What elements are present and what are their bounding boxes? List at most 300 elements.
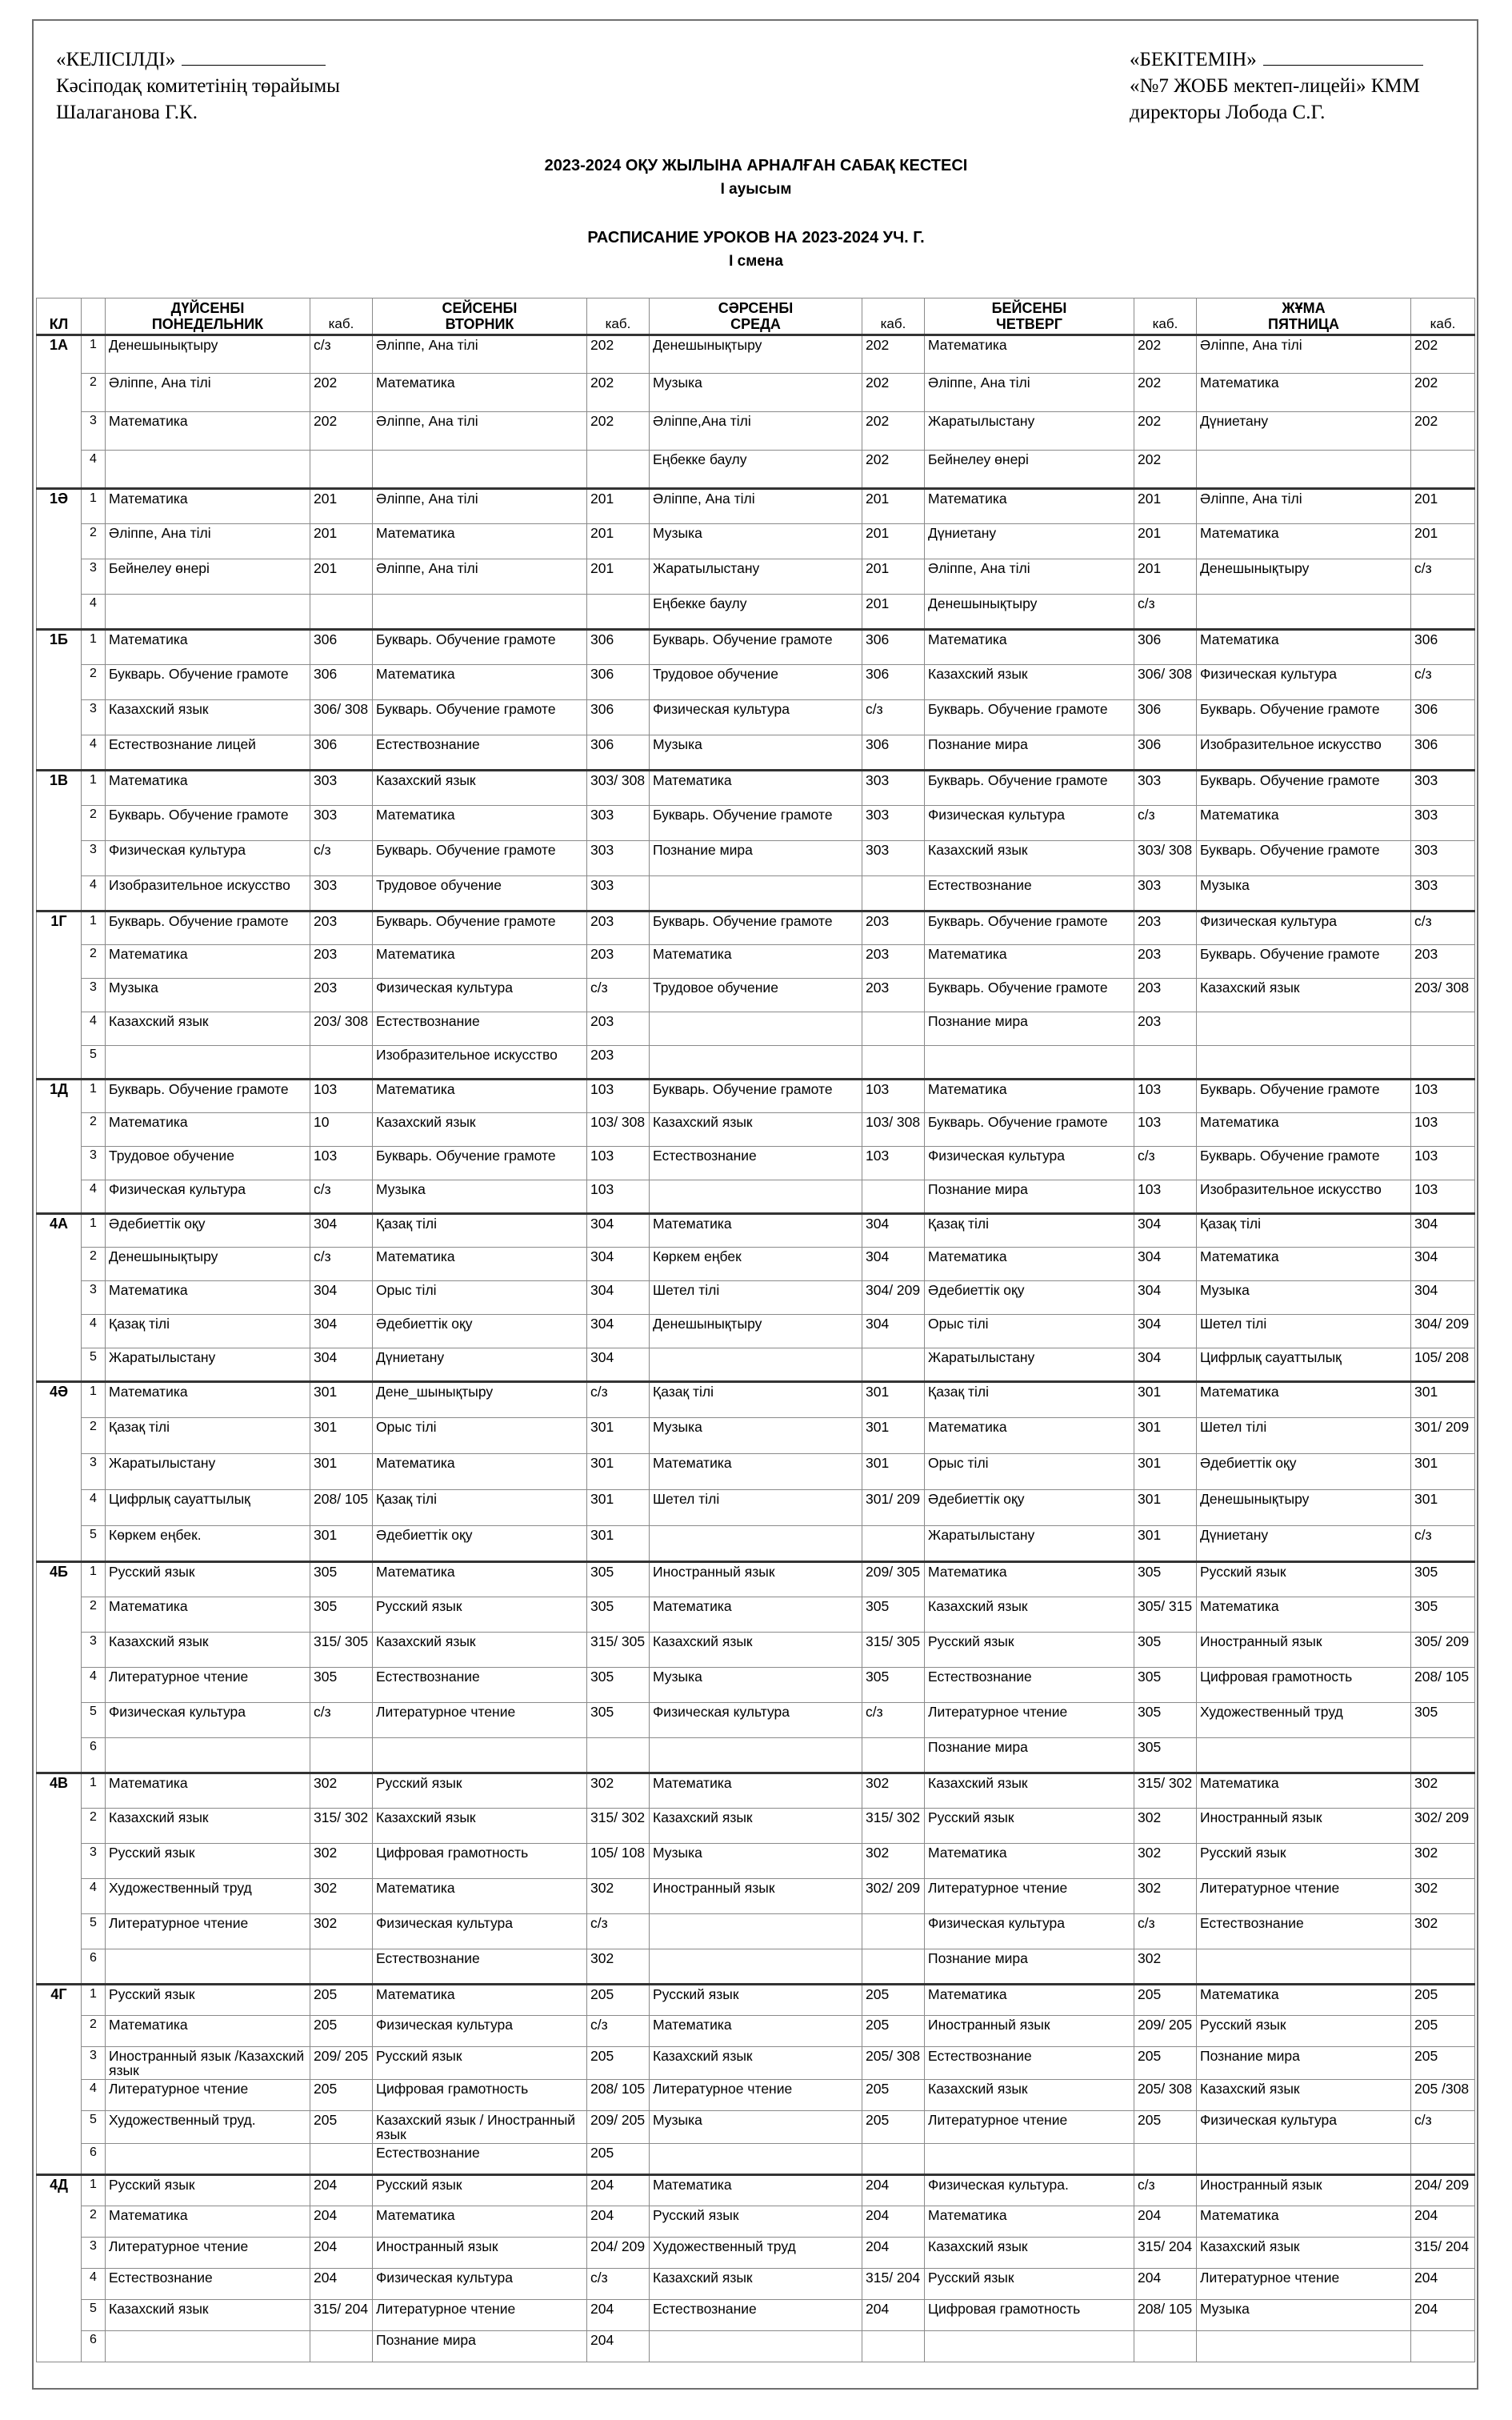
table-row xyxy=(37,1248,1475,1281)
monday-subject-cell: Қазақ тілі xyxy=(106,1418,310,1454)
monday-subject-cell: Литературное чтение xyxy=(106,1668,310,1703)
friday-subject-cell: Физическая культура xyxy=(1197,665,1411,700)
tuesday-subject-cell: Әліппе, Ана тілі xyxy=(373,559,587,595)
tuesday-cabinet-cell: с/з xyxy=(587,1382,650,1418)
thursday-cabinet-cell: 304 xyxy=(1134,1315,1197,1348)
wednesday-subject-cell: Казахский язык xyxy=(650,2047,862,2080)
friday-subject-cell: Русский язык xyxy=(1197,1844,1411,1879)
tuesday-subject-cell: Математика xyxy=(373,1454,587,1490)
lesson-number-cell: 1 xyxy=(82,630,106,665)
monday-cabinet-cell: 201 xyxy=(310,559,373,595)
friday-cabinet-cell: 315/ 204 xyxy=(1411,2238,1475,2269)
monday-subject-cell: Жаратылыстану xyxy=(106,1348,310,1382)
monday-cabinet-cell: 202 xyxy=(310,412,373,451)
thursday-subject-cell: Букварь. Обучение грамоте xyxy=(925,700,1134,735)
tuesday-cabinet-cell: 204 xyxy=(587,2300,650,2331)
friday-cabinet-cell: с/з xyxy=(1411,2111,1475,2144)
monday-cabinet-cell: 301 xyxy=(310,1418,373,1454)
wednesday-subject-cell: Музыка xyxy=(650,524,862,559)
thursday-cabinet-cell: 305 xyxy=(1134,1668,1197,1703)
table-row xyxy=(37,2269,1475,2300)
monday-cabinet-cell: 303 xyxy=(310,876,373,912)
table-row xyxy=(37,559,1475,595)
thursday-subject-cell: Познание мира xyxy=(925,1012,1134,1046)
tuesday-subject-cell: Математика xyxy=(373,2206,587,2238)
friday-cabinet-cell: 304/ 209 xyxy=(1411,1315,1475,1348)
table-row xyxy=(37,841,1475,876)
lesson-number-cell: 6 xyxy=(82,2144,106,2175)
tuesday-subject-cell: Әдебиеттік оқу xyxy=(373,1526,587,1562)
lesson-number-cell: 4 xyxy=(82,595,106,630)
monday-subject-cell: Математика xyxy=(106,945,310,979)
thursday-subject-cell: Математика xyxy=(925,1844,1134,1879)
wednesday-cabinet-cell: 204 xyxy=(862,2175,925,2206)
monday-cabinet-cell: 305 xyxy=(310,1597,373,1633)
thursday-subject-cell: Казахский язык xyxy=(925,1773,1134,1809)
thursday-cabinet-cell: 306 xyxy=(1134,630,1197,665)
table-row xyxy=(37,524,1475,559)
thursday-cabinet-cell: 203 xyxy=(1134,945,1197,979)
lesson-number-cell: 2 xyxy=(82,945,106,979)
tuesday-subject-cell: Казахский язык / Иностранный язык xyxy=(373,2111,587,2144)
lesson-number-cell: 3 xyxy=(82,2238,106,2269)
wednesday-subject-cell: Русский язык xyxy=(650,1985,862,2016)
monday-cabinet-cell: с/з xyxy=(310,335,373,374)
friday-cabinet-cell: 202 xyxy=(1411,412,1475,451)
monday-subject-cell xyxy=(106,451,310,489)
tuesday-cabinet-cell: 204 xyxy=(587,2331,650,2362)
tuesday-subject-cell: Математика xyxy=(373,945,587,979)
tuesday-subject-cell: Музыка xyxy=(373,1180,587,1214)
table-row xyxy=(37,1562,1475,1597)
thursday-subject-cell: Математика xyxy=(925,1418,1134,1454)
monday-cabinet-cell: 203 xyxy=(310,945,373,979)
monday-cabinet-cell: 302 xyxy=(310,1879,373,1914)
monday-cabinet-cell: 203 xyxy=(310,912,373,945)
tuesday-subject-cell: Математика xyxy=(373,1562,587,1597)
friday-subject-cell: Казахский язык xyxy=(1197,979,1411,1012)
lesson-number-cell: 2 xyxy=(82,1113,106,1147)
table-row xyxy=(37,1738,1475,1773)
monday-subject-cell: Литературное чтение xyxy=(106,2238,310,2269)
thursday-subject-cell: Математика xyxy=(925,1985,1134,2016)
lesson-number-cell: 4 xyxy=(82,1490,106,1526)
tuesday-cabinet-cell: с/з xyxy=(587,2016,650,2047)
wednesday-subject-cell: Казахский язык xyxy=(650,2269,862,2300)
friday-cabinet-cell: 301 xyxy=(1411,1454,1475,1490)
tuesday-subject-cell: Литературное чтение xyxy=(373,2300,587,2331)
tuesday-cabinet-cell: 305 xyxy=(587,1597,650,1633)
monday-subject-cell: Цифрлық сауаттылық xyxy=(106,1490,310,1526)
thursday-cabinet-cell: 303 xyxy=(1134,771,1197,806)
friday-cabinet-cell: 306 xyxy=(1411,700,1475,735)
thursday-subject-cell: Букварь. Обучение грамоте xyxy=(925,979,1134,1012)
wednesday-cabinet-cell xyxy=(862,876,925,912)
tuesday-subject-cell: Физическая культура xyxy=(373,2269,587,2300)
lesson-number-cell: 3 xyxy=(82,979,106,1012)
thursday-subject-cell: Казахский язык xyxy=(925,1597,1134,1633)
thursday-cabinet-cell: 305/ 315 xyxy=(1134,1597,1197,1633)
monday-cabinet-cell: 301 xyxy=(310,1382,373,1418)
friday-subject-cell xyxy=(1197,1046,1411,1080)
monday-cabinet-cell xyxy=(310,1046,373,1080)
lesson-number-cell: 5 xyxy=(82,1526,106,1562)
friday-subject-cell xyxy=(1197,451,1411,489)
friday-subject-cell: Математика xyxy=(1197,1773,1411,1809)
monday-cabinet-cell: 201 xyxy=(310,524,373,559)
monday-subject-cell: Математика xyxy=(106,1113,310,1147)
friday-cabinet-cell: с/з xyxy=(1411,1526,1475,1562)
wednesday-cabinet-cell: 204 xyxy=(862,2206,925,2238)
wednesday-cabinet-cell xyxy=(862,1914,925,1949)
wednesday-subject-cell: Музыка xyxy=(650,374,862,412)
monday-subject-cell: Математика xyxy=(106,1281,310,1315)
friday-cabinet-cell: 301 xyxy=(1411,1382,1475,1418)
monday-cabinet-cell: 103 xyxy=(310,1080,373,1113)
monday-subject-cell xyxy=(106,595,310,630)
wednesday-subject-cell: Музыка xyxy=(650,1418,862,1454)
thursday-cabinet-cell: 305 xyxy=(1134,1633,1197,1668)
lesson-number-cell: 6 xyxy=(82,1738,106,1773)
tuesday-cabinet-cell: 103 xyxy=(587,1080,650,1113)
friday-cabinet-cell xyxy=(1411,1012,1475,1046)
class-name-cell: 4Д xyxy=(37,2175,82,2362)
lesson-number-cell: 4 xyxy=(82,1180,106,1214)
wednesday-subject-cell xyxy=(650,1012,862,1046)
thursday-cabinet-cell: 103 xyxy=(1134,1180,1197,1214)
thursday-subject-cell: Бейнелеу өнері xyxy=(925,451,1134,489)
friday-cabinet-cell: 302 xyxy=(1411,1773,1475,1809)
friday-cabinet-cell: 302/ 209 xyxy=(1411,1809,1475,1844)
class-group xyxy=(37,1080,1475,1214)
friday-subject-cell: Математика xyxy=(1197,1382,1411,1418)
wednesday-cabinet-cell: 103/ 308 xyxy=(862,1113,925,1147)
cabinet-header: каб. xyxy=(310,298,373,335)
class-name-cell: 1А xyxy=(37,335,82,489)
agreement-position: Кәсіподақ комитетінің төрайымы xyxy=(56,75,340,97)
monday-cabinet-cell: 306 xyxy=(310,665,373,700)
tuesday-subject-cell: Букварь. Обучение грамоте xyxy=(373,841,587,876)
friday-subject-cell: Русский язык xyxy=(1197,2016,1411,2047)
monday-subject-cell: Бейнелеу өнері xyxy=(106,559,310,595)
table-row xyxy=(37,1844,1475,1879)
tuesday-cabinet-cell: 306 xyxy=(587,665,650,700)
lesson-number-cell: 3 xyxy=(82,1454,106,1490)
friday-subject-cell xyxy=(1197,2331,1411,2362)
wednesday-cabinet-cell: 302 xyxy=(862,1773,925,1809)
signature-line xyxy=(182,49,326,66)
lesson-number-cell: 1 xyxy=(82,1985,106,2016)
friday-cabinet-cell: 301 xyxy=(1411,1490,1475,1526)
friday-cabinet-cell: 201 xyxy=(1411,524,1475,559)
table-row xyxy=(37,2080,1475,2111)
lesson-number-cell: 1 xyxy=(82,912,106,945)
wednesday-subject-cell: Художественный труд xyxy=(650,2238,862,2269)
friday-cabinet-cell: 306 xyxy=(1411,735,1475,771)
friday-cabinet-cell: 201 xyxy=(1411,489,1475,524)
friday-cabinet-cell: 301/ 209 xyxy=(1411,1418,1475,1454)
wednesday-cabinet-cell: 202 xyxy=(862,374,925,412)
tuesday-cabinet-cell: 208/ 105 xyxy=(587,2080,650,2111)
class-group xyxy=(37,1214,1475,1382)
friday-subject-cell: Математика xyxy=(1197,1985,1411,2016)
thursday-subject-cell: Физическая культура xyxy=(925,1914,1134,1949)
tuesday-cabinet-cell: 301 xyxy=(587,1418,650,1454)
tuesday-cabinet-cell: 304 xyxy=(587,1248,650,1281)
wednesday-subject-cell xyxy=(650,1348,862,1382)
wednesday-cabinet-cell: 315/ 302 xyxy=(862,1809,925,1844)
friday-subject-cell: Музыка xyxy=(1197,2300,1411,2331)
lesson-number-cell: 2 xyxy=(82,1809,106,1844)
friday-subject-cell: Әдебиеттік оқу xyxy=(1197,1454,1411,1490)
monday-cabinet-cell: 315/ 302 xyxy=(310,1809,373,1844)
monday-cabinet-cell: 302 xyxy=(310,1844,373,1879)
tuesday-subject-cell: Казахский язык xyxy=(373,1113,587,1147)
thursday-subject-cell: Букварь. Обучение грамоте xyxy=(925,912,1134,945)
wednesday-cabinet-cell: 204 xyxy=(862,2238,925,2269)
thursday-cabinet-cell: 305 xyxy=(1134,1562,1197,1597)
table-row xyxy=(37,2111,1475,2144)
tuesday-subject-cell: Иностранный язык xyxy=(373,2238,587,2269)
thursday-cabinet-cell: 208/ 105 xyxy=(1134,2300,1197,2331)
friday-subject-cell: Русский язык xyxy=(1197,1562,1411,1597)
thursday-cabinet-cell: 201 xyxy=(1134,559,1197,595)
wednesday-subject-cell xyxy=(650,1914,862,1949)
tuesday-subject-cell: Математика xyxy=(373,1080,587,1113)
lesson-number-cell: 5 xyxy=(82,1914,106,1949)
friday-subject-cell: Физическая культура xyxy=(1197,2111,1411,2144)
friday-subject-cell: Иностранный язык xyxy=(1197,1633,1411,1668)
friday-cabinet-cell: 303 xyxy=(1411,806,1475,841)
wednesday-cabinet-cell: 103 xyxy=(862,1147,925,1180)
lesson-number-cell: 3 xyxy=(82,1633,106,1668)
thursday-cabinet-cell: 203 xyxy=(1134,912,1197,945)
thursday-cabinet-cell: 303/ 308 xyxy=(1134,841,1197,876)
wednesday-cabinet-cell: 304 xyxy=(862,1214,925,1248)
lesson-number-cell: 6 xyxy=(82,2331,106,2362)
wednesday-cabinet-cell: 202 xyxy=(862,412,925,451)
friday-subject-cell: Художественный труд xyxy=(1197,1703,1411,1738)
friday-cabinet-cell: 303 xyxy=(1411,771,1475,806)
lesson-number-cell: 6 xyxy=(82,1949,106,1985)
thursday-subject-cell: Орыс тілі xyxy=(925,1454,1134,1490)
tuesday-subject-cell xyxy=(373,451,587,489)
table-row xyxy=(37,1526,1475,1562)
monday-subject-cell: Физическая культура xyxy=(106,1180,310,1214)
friday-cabinet-cell: 204 xyxy=(1411,2206,1475,2238)
thursday-cabinet-cell: 302 xyxy=(1134,1809,1197,1844)
wednesday-subject-cell: Денешынықтыру xyxy=(650,335,862,374)
wednesday-subject-cell xyxy=(650,1738,862,1773)
monday-subject-cell: Букварь. Обучение грамоте xyxy=(106,806,310,841)
thursday-subject-cell: Казахский язык xyxy=(925,841,1134,876)
tuesday-cabinet-cell: 201 xyxy=(587,559,650,595)
wednesday-cabinet-cell: 302 xyxy=(862,1844,925,1879)
friday-subject-cell xyxy=(1197,1949,1411,1985)
monday-cabinet-cell: 305 xyxy=(310,1562,373,1597)
friday-cabinet-cell: 205 /308 xyxy=(1411,2080,1475,2111)
tuesday-cabinet-cell: 205 xyxy=(587,2144,650,2175)
wednesday-subject-cell: Букварь. Обучение грамоте xyxy=(650,1080,862,1113)
thursday-subject-cell: Әліппе, Ана тілі xyxy=(925,559,1134,595)
friday-cabinet-cell: 204/ 209 xyxy=(1411,2175,1475,2206)
tuesday-cabinet-cell: 103 xyxy=(587,1180,650,1214)
wednesday-cabinet-cell: с/з xyxy=(862,1703,925,1738)
friday-cabinet-cell xyxy=(1411,1738,1475,1773)
tuesday-subject-cell: Русский язык xyxy=(373,1773,587,1809)
friday-subject-cell xyxy=(1197,1738,1411,1773)
friday-subject-cell: Шетел тілі xyxy=(1197,1418,1411,1454)
friday-subject-cell: Букварь. Обучение грамоте xyxy=(1197,1147,1411,1180)
monday-subject-cell xyxy=(106,1949,310,1985)
lesson-number-cell: 5 xyxy=(82,1046,106,1080)
thursday-cabinet-cell: 205 xyxy=(1134,2111,1197,2144)
class-group xyxy=(37,771,1475,912)
tuesday-cabinet-cell: 305 xyxy=(587,1668,650,1703)
wednesday-subject-cell xyxy=(650,876,862,912)
wednesday-subject-cell: Математика xyxy=(650,1214,862,1248)
friday-subject-cell: Әліппе, Ана тілі xyxy=(1197,489,1411,524)
monday-cabinet-cell: 203 xyxy=(310,979,373,1012)
tuesday-subject-cell: Қазақ тілі xyxy=(373,1490,587,1526)
monday-subject-cell: Математика xyxy=(106,412,310,451)
lesson-number-cell: 1 xyxy=(82,1214,106,1248)
friday-cabinet-cell: 305/ 209 xyxy=(1411,1633,1475,1668)
thursday-subject-cell: Физическая культура. xyxy=(925,2175,1134,2206)
class-name-cell: 4А xyxy=(37,1214,82,1382)
agreement-block xyxy=(56,46,340,126)
monday-subject-cell: Русский язык xyxy=(106,1985,310,2016)
thursday-subject-cell: Математика xyxy=(925,335,1134,374)
thursday-cabinet-cell: 306 xyxy=(1134,700,1197,735)
thursday-cabinet-cell: 203 xyxy=(1134,1012,1197,1046)
tuesday-cabinet-cell: 304 xyxy=(587,1214,650,1248)
wednesday-cabinet-cell: 209/ 305 xyxy=(862,1562,925,1597)
wednesday-cabinet-cell: 303 xyxy=(862,841,925,876)
table-row xyxy=(37,2175,1475,2206)
lesson-number-cell: 2 xyxy=(82,1418,106,1454)
wednesday-subject-cell: Әліппе, Ана тілі xyxy=(650,489,862,524)
tuesday-subject-cell: Әліппе, Ана тілі xyxy=(373,412,587,451)
tuesday-cabinet-cell: 305 xyxy=(587,1562,650,1597)
thursday-cabinet-cell: 315/ 302 xyxy=(1134,1773,1197,1809)
monday-subject-cell: Казахский язык xyxy=(106,2300,310,2331)
lesson-number-cell: 4 xyxy=(82,1668,106,1703)
wednesday-cabinet-cell: 103 xyxy=(862,1080,925,1113)
wednesday-cabinet-cell: 315/ 305 xyxy=(862,1633,925,1668)
monday-cabinet-cell: 301 xyxy=(310,1454,373,1490)
tuesday-cabinet-cell: 302 xyxy=(587,1879,650,1914)
class-group xyxy=(37,489,1475,630)
approval-organization: «№7 ЖОББ мектеп-лицейі» КММ xyxy=(1130,75,1420,97)
thursday-cabinet-cell: 201 xyxy=(1134,489,1197,524)
thursday-cabinet-cell: 205 xyxy=(1134,2047,1197,2080)
table-row xyxy=(37,665,1475,700)
lesson-number-cell: 1 xyxy=(82,335,106,374)
wednesday-subject-cell: Математика xyxy=(650,771,862,806)
monday-cabinet-cell: 315/ 204 xyxy=(310,2300,373,2331)
monday-cabinet-cell xyxy=(310,451,373,489)
table-row xyxy=(37,1703,1475,1738)
tuesday-cabinet-cell: 103 xyxy=(587,1147,650,1180)
thursday-cabinet-cell: 306 xyxy=(1134,735,1197,771)
thursday-subject-cell: Букварь. Обучение грамоте xyxy=(925,1113,1134,1147)
wednesday-subject-cell: Математика xyxy=(650,1454,862,1490)
table-row xyxy=(37,412,1475,451)
friday-subject-cell: Букварь. Обучение грамоте xyxy=(1197,841,1411,876)
thursday-subject-cell: Физическая культура xyxy=(925,806,1134,841)
wednesday-subject-cell: Естествознание xyxy=(650,1147,862,1180)
thursday-cabinet-cell: 302 xyxy=(1134,1949,1197,1985)
monday-cabinet-cell: 204 xyxy=(310,2238,373,2269)
monday-subject-cell: Музыка xyxy=(106,979,310,1012)
friday-cabinet-cell: 203/ 308 xyxy=(1411,979,1475,1012)
wednesday-subject-cell: Литературное чтение xyxy=(650,2080,862,2111)
friday-subject-cell: Әліппе, Ана тілі xyxy=(1197,335,1411,374)
table-row xyxy=(37,1418,1475,1454)
table-row xyxy=(37,1949,1475,1985)
thursday-cabinet-cell: 304 xyxy=(1134,1348,1197,1382)
friday-subject-cell: Букварь. Обучение грамоте xyxy=(1197,1080,1411,1113)
tuesday-subject-cell: Букварь. Обучение грамоте xyxy=(373,1147,587,1180)
monday-cabinet-cell: с/з xyxy=(310,1248,373,1281)
thursday-subject-cell: Естествознание xyxy=(925,1668,1134,1703)
monday-subject-cell: Әліппе, Ана тілі xyxy=(106,524,310,559)
lesson-number-cell: 3 xyxy=(82,1147,106,1180)
tuesday-subject-cell: Естествознание xyxy=(373,735,587,771)
wednesday-subject-cell: Математика xyxy=(650,1773,862,1809)
lesson-number-cell: 3 xyxy=(82,1281,106,1315)
thursday-cabinet-cell: 304 xyxy=(1134,1281,1197,1315)
tuesday-subject-cell: Әліппе, Ана тілі xyxy=(373,489,587,524)
wednesday-subject-cell: Еңбекке баулу xyxy=(650,451,862,489)
thursday-subject-cell: Математика xyxy=(925,489,1134,524)
thursday-cabinet-cell xyxy=(1134,1046,1197,1080)
lesson-number-cell: 4 xyxy=(82,2080,106,2111)
table-row xyxy=(37,979,1475,1012)
monday-subject-cell: Русский язык xyxy=(106,1562,310,1597)
monday-cabinet-cell: 304 xyxy=(310,1214,373,1248)
day-header-wednesday: СӘРСЕНБІ СРЕДА xyxy=(650,298,862,335)
tuesday-subject-cell: Физическая культура xyxy=(373,1914,587,1949)
class-name-cell: 4Ә xyxy=(37,1382,82,1562)
wednesday-subject-cell: Трудовое обучение xyxy=(650,979,862,1012)
lesson-number-cell: 5 xyxy=(82,1348,106,1382)
monday-subject-cell: Иностранный язык /Казахский язык xyxy=(106,2047,310,2080)
day-header-thursday: БЕЙСЕНБІ ЧЕТВЕРГ xyxy=(925,298,1134,335)
monday-subject-cell: Физическая культура xyxy=(106,1703,310,1738)
monday-subject-cell: Әдебиеттік оқу xyxy=(106,1214,310,1248)
monday-cabinet-cell xyxy=(310,1738,373,1773)
tuesday-cabinet-cell: 202 xyxy=(587,335,650,374)
tuesday-subject-cell: Математика xyxy=(373,524,587,559)
friday-cabinet-cell: 304 xyxy=(1411,1214,1475,1248)
cabinet-header: каб. xyxy=(1411,298,1475,335)
wednesday-cabinet-cell: 305 xyxy=(862,1597,925,1633)
lesson-number-cell: 2 xyxy=(82,374,106,412)
wednesday-subject-cell: Букварь. Обучение грамоте xyxy=(650,912,862,945)
friday-subject-cell: Шетел тілі xyxy=(1197,1315,1411,1348)
table-row xyxy=(37,2331,1475,2362)
friday-subject-cell: Математика xyxy=(1197,524,1411,559)
monday-subject-cell: Математика xyxy=(106,1382,310,1418)
friday-cabinet-cell: 103 xyxy=(1411,1080,1475,1113)
tuesday-subject-cell xyxy=(373,595,587,630)
tuesday-subject-cell: Русский язык xyxy=(373,2175,587,2206)
wednesday-cabinet-cell: 201 xyxy=(862,595,925,630)
thursday-subject-cell: Естествознание xyxy=(925,876,1134,912)
friday-cabinet-cell: 103 xyxy=(1411,1147,1475,1180)
